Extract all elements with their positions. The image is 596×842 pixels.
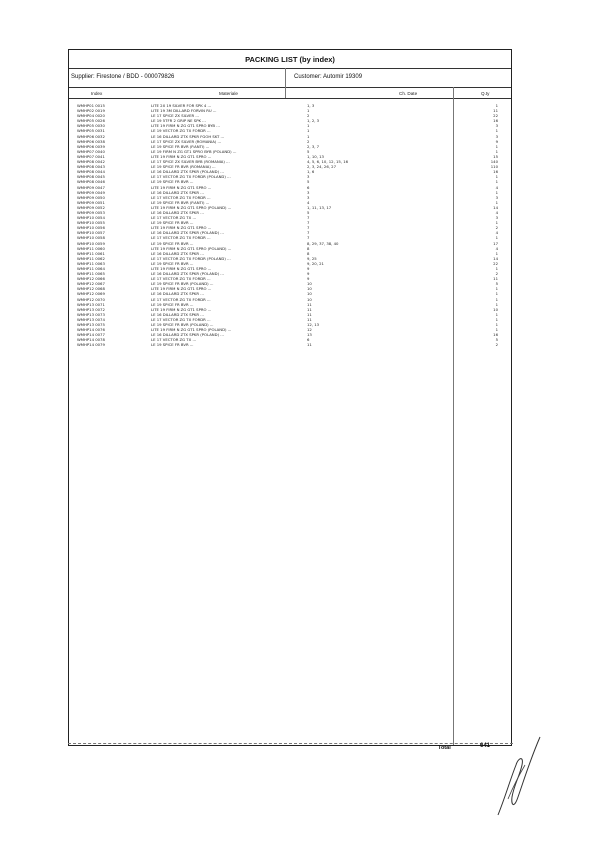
row-ch: 3 bbox=[307, 189, 310, 195]
row-index: WMHP02 0019 bbox=[77, 108, 105, 114]
row-ch: 7 bbox=[307, 230, 310, 236]
row-index: WMHP08 0042 bbox=[77, 159, 105, 165]
row-material: LE 19 5TFR 2 GRIP NE SPK ... bbox=[151, 118, 206, 124]
column-header-ch: Ch. Date bbox=[399, 91, 418, 96]
customer-label: Customer: Automir 19309 bbox=[294, 74, 363, 80]
row-qty: 5 bbox=[495, 281, 498, 287]
row-index: WMHP10 0054 bbox=[77, 215, 105, 221]
row-qty: 1 bbox=[495, 322, 498, 328]
row-index: WMHP10 0057 bbox=[77, 230, 105, 236]
row-material: LE 19 SPICE FR BVR ... bbox=[151, 301, 194, 307]
row-ch: 7 bbox=[307, 235, 310, 241]
row-index: WMHP13 0075 bbox=[77, 322, 105, 328]
total-label: Total bbox=[438, 745, 451, 751]
row-qty: 1 bbox=[495, 296, 498, 302]
row-ch: 11 bbox=[307, 342, 312, 348]
row-qty: 3 bbox=[495, 123, 498, 129]
row-qty: 1 bbox=[495, 316, 498, 322]
row-qty: 1 bbox=[495, 291, 498, 297]
row-material: LE 19 SPICE FR BVR (P.ANTI) ... bbox=[151, 199, 210, 205]
row-qty: 1 bbox=[495, 179, 498, 185]
row-material: LE 19 SPICE FR BVR ... bbox=[151, 260, 194, 266]
row-material: LE 19 SPICE FR BVR (ROMANIA) ... bbox=[151, 164, 216, 170]
row-material: LITE 19 FIRM N ZG GT1 SPRO (POLAND) ... bbox=[151, 327, 232, 333]
row-ch: 10 bbox=[307, 291, 312, 297]
row-qty: 110 bbox=[490, 164, 498, 170]
row-index: WMHP10 0059 bbox=[77, 240, 105, 246]
row-material: LE 16 DILLARD ZTX SPKR FGOH SKT ... bbox=[151, 133, 225, 139]
row-qty: 4 bbox=[495, 230, 498, 236]
row-qty: 3 bbox=[495, 133, 498, 139]
row-material: LE 17 VECTOR ZG TX FORDR ... bbox=[151, 316, 211, 322]
row-material: LE 19 VECTOR ZG TX FORDR ... bbox=[151, 128, 211, 134]
row-index: WMHP11 0065 bbox=[77, 271, 105, 277]
row-ch: 12 bbox=[307, 327, 312, 333]
total-divider bbox=[68, 743, 513, 744]
supplier-label: Supplier: Firestone / BDD - 000079826 bbox=[71, 74, 175, 80]
row-material: LITE 19 FIRM N ZG GT1 SPRO (POLAND) ... bbox=[151, 245, 232, 251]
row-material: LE 19 FIRM N ZG GT1 SPRO BYB (POLAND) ... bbox=[151, 148, 237, 154]
row-index: WMHP14 0076 bbox=[77, 327, 105, 333]
row-material: LE 16 DILLARD ZTX SPKR ... bbox=[151, 189, 204, 195]
row-ch: 10 bbox=[307, 296, 312, 302]
row-ch: 10 bbox=[307, 281, 312, 287]
row-qty: 14 bbox=[493, 204, 498, 210]
row-material: LE 19 SPICE FR BVR ... bbox=[151, 220, 194, 226]
row-index: WMHP14 0077 bbox=[77, 332, 105, 338]
row-qty: 1 bbox=[495, 286, 498, 292]
row-ch: 4 bbox=[307, 199, 310, 205]
column-header-qty: Q.ty bbox=[481, 91, 490, 96]
row-index: WMHP04 0020 bbox=[77, 113, 105, 119]
row-qty: 17 bbox=[493, 240, 498, 246]
row-ch: 13 bbox=[307, 332, 312, 338]
row-material: LITE 19 FIRM N ZG GT1 SPRO ... bbox=[151, 266, 212, 271]
row-index: WMHP09 0047 bbox=[77, 184, 105, 190]
row-material: LE 19 SPICE FR BVR (P.ANTI) ... bbox=[151, 143, 210, 149]
row-ch: 2 bbox=[307, 113, 310, 119]
row-qty: 1 bbox=[495, 327, 498, 333]
row-ch: 2 bbox=[307, 138, 310, 144]
row-qty: 22 bbox=[493, 113, 498, 119]
row-qty: 1 bbox=[495, 143, 498, 149]
row-material: LE 17 VECTOR ZG TX ... bbox=[151, 337, 197, 343]
row-ch: 8, 29, 37, 38, 40 bbox=[307, 240, 339, 246]
row-qty: 140 bbox=[490, 159, 498, 165]
row-ch: 1 bbox=[307, 128, 310, 134]
packing-list-rows bbox=[69, 103, 511, 348]
row-material: LE 19 SPICE FR BVR (POLAND) ... bbox=[151, 281, 214, 287]
row-ch: 9, 20, 21 bbox=[307, 260, 324, 266]
row-ch: 11 bbox=[307, 311, 312, 317]
row-qty: 1 bbox=[495, 148, 498, 154]
row-qty: 16 bbox=[493, 118, 498, 124]
row-ch: 3 bbox=[307, 194, 310, 200]
row-qty: 11 bbox=[493, 108, 498, 114]
row-material: LITE 19 FIRM N ZG GT1 SPRO ... bbox=[151, 306, 212, 312]
row-material: LITE 19 FIRM N ZG GT1 SPRO ... bbox=[151, 286, 212, 292]
total-value: 641 bbox=[480, 743, 491, 749]
row-qty: 1 bbox=[495, 250, 498, 256]
row-material: LE 17 SPICE ZX SILVER (ROMANIA) ... bbox=[151, 138, 222, 144]
row-material: LE 16 DILLARD ZTX SPKR ... bbox=[151, 311, 204, 317]
row-material: LITE 19 FIRM N ZG GT1 SPRO BYB ... bbox=[151, 123, 220, 129]
row-material: LITE 19 3M DILLARD FORVIN RU ... bbox=[151, 108, 217, 114]
row-material: LE 17 SPICE ZX SILVER ... bbox=[151, 113, 199, 119]
row-ch: 8 bbox=[307, 245, 310, 251]
row-qty: 1 bbox=[495, 235, 498, 241]
row-material: LE 16 DILLARD ZTX SPKR ... bbox=[151, 209, 204, 215]
row-material: LITE 19 FIRM N ZG GT1 SPRO ... bbox=[151, 153, 212, 159]
row-index: WMHP13 0071 bbox=[77, 301, 105, 307]
row-ch: 1, 11, 13, 17 bbox=[307, 204, 332, 210]
row-ch: 9 bbox=[307, 271, 310, 277]
row-qty: 4 bbox=[495, 245, 498, 251]
row-material: LE 17 VECTOR ZG TX FORDR ... bbox=[151, 296, 211, 302]
row-index: WMHP14 0078 bbox=[77, 337, 105, 343]
column-header-material: Materiale bbox=[219, 91, 238, 96]
row-index: WMHP12 0068 bbox=[77, 286, 105, 292]
row-qty: 1 bbox=[495, 103, 498, 108]
row-ch: 8 bbox=[307, 250, 310, 256]
row-material: LE 16 DILLARD ZTX SPKR ... bbox=[151, 250, 204, 256]
row-index: WMHP01 0015 bbox=[77, 103, 105, 108]
row-material: LE 16 DILLARD ZTX SPKR (POLAND) ... bbox=[151, 271, 224, 277]
row-index: WMHP06 0039 bbox=[77, 143, 105, 149]
row-qty: 4 bbox=[495, 209, 498, 215]
row-index: WMHP05 0030 bbox=[77, 123, 105, 129]
row-index: WMHP08 0046 bbox=[77, 179, 105, 185]
row-index: WMHP08 0043 bbox=[77, 164, 105, 170]
row-ch: 9 bbox=[307, 266, 310, 271]
row-material: LE 17 SPICE ZX SILVER BYB (ROMANIA) ... bbox=[151, 159, 230, 165]
row-ch: 9 bbox=[307, 276, 310, 282]
row-ch: 12, 13 bbox=[307, 322, 320, 328]
row-ch: 1 bbox=[307, 133, 310, 139]
row-material: LE 17 VECTOR ZG TX FORDR ... bbox=[151, 235, 211, 241]
row-qty: 22 bbox=[493, 260, 498, 266]
row-material: LE 19 SPICE FR BVR ... bbox=[151, 342, 194, 348]
row-index: WMHP10 0055 bbox=[77, 220, 105, 226]
row-index: WMHP12 0066 bbox=[77, 276, 105, 282]
row-ch: 1, 6 bbox=[307, 169, 315, 175]
row-material: LE 17 VECTOR ZG TX ... bbox=[151, 215, 197, 221]
row-qty: 15 bbox=[493, 153, 498, 159]
row-index: WMHP06 0032 bbox=[77, 133, 105, 139]
document-title: PACKING LIST (by index) bbox=[245, 55, 335, 64]
row-qty: 1 bbox=[495, 199, 498, 205]
row-qty: 5 bbox=[495, 337, 498, 343]
row-index: WMHP12 0067 bbox=[77, 281, 105, 287]
packing-list-frame bbox=[68, 49, 512, 746]
row-ch: 7 bbox=[307, 215, 310, 221]
row-index: WMHP09 0051 bbox=[77, 199, 105, 205]
row-ch: 5 bbox=[307, 179, 310, 185]
row-ch: 2, 3, 7 bbox=[307, 143, 320, 149]
row-ch: 5 bbox=[307, 148, 310, 154]
supplier-customer-divider bbox=[285, 68, 286, 98]
row-ch: 6 bbox=[307, 184, 310, 190]
row-qty: 1 bbox=[495, 266, 498, 271]
row-index: WMHP13 0072 bbox=[77, 306, 105, 312]
row-index: WMHP09 0050 bbox=[77, 194, 105, 200]
row-material: LE 19 SPICE FR BVR (POLAND) ... bbox=[151, 322, 214, 328]
row-index: WMHP11 0063 bbox=[77, 260, 105, 266]
row-material: LE 16 DILLARD ZTX SPKR (POLAND) ... bbox=[151, 169, 224, 175]
row-material: LITE 19 FIRM N ZG GT1 SPRO ... bbox=[151, 184, 212, 190]
row-index: WMHP05 0026 bbox=[77, 118, 105, 124]
header-divider bbox=[69, 87, 511, 88]
row-index: WMHP07 0041 bbox=[77, 153, 105, 159]
row-qty: 14 bbox=[493, 255, 498, 261]
row-index: WMHP06 0038 bbox=[77, 138, 105, 144]
row-ch: 2, 3, 24, 26, 27 bbox=[307, 164, 336, 170]
row-ch: 9, 25 bbox=[307, 255, 317, 261]
row-index: WMHP12 0070 bbox=[77, 296, 105, 302]
row-ch: 1, 3 bbox=[307, 103, 315, 108]
row-index: WMHP09 0052 bbox=[77, 204, 105, 210]
row-material: LE 17 VECTOR ZG TX FORDR ... bbox=[151, 276, 211, 282]
row-qty: 3 bbox=[495, 215, 498, 221]
row-material: LE 16 DILLARD ZTX SPKR (POLAND) ... bbox=[151, 230, 224, 236]
row-index: WMHP09 0049 bbox=[77, 189, 105, 195]
row-ch: 5 bbox=[307, 209, 310, 215]
row-index: WMHP11 0064 bbox=[77, 266, 105, 271]
row-qty: 4 bbox=[495, 184, 498, 190]
row-material: LE 16 DILLARD ZTX SPKR ... bbox=[151, 291, 204, 297]
row-index: WMHP08 0044 bbox=[77, 169, 105, 175]
row-ch: 1, 2, 3 bbox=[307, 118, 320, 124]
row-ch: 1 bbox=[307, 123, 310, 129]
row-index: WMHP14 0079 bbox=[77, 342, 105, 348]
row-qty: 16 bbox=[493, 169, 498, 175]
row-index: WMHP12 0069 bbox=[77, 291, 105, 297]
row-material: LITE 2X 19 SILVER FOR SPK 4 ... bbox=[151, 103, 212, 108]
row-index: WMHP13 0074 bbox=[77, 316, 105, 322]
column-header-divider bbox=[69, 98, 511, 99]
row-material: LE 19 SPICE FR BVR ... bbox=[151, 240, 194, 246]
row-qty: 1 bbox=[495, 174, 498, 180]
row-index: WMHP05 0031 bbox=[77, 128, 105, 134]
row-ch: 11 bbox=[307, 301, 312, 307]
row-ch: 7 bbox=[307, 225, 310, 231]
row-ch: 10 bbox=[307, 286, 312, 292]
row-qty: 1 bbox=[495, 311, 498, 317]
signature bbox=[478, 725, 548, 825]
row-qty: 2 bbox=[495, 342, 498, 348]
row-qty: 1 bbox=[495, 189, 498, 195]
row-material: LE 16 DILLARD ZTX SPKR (POLAND) ... bbox=[151, 332, 224, 338]
row-ch: 7 bbox=[307, 220, 310, 226]
row-qty: 2 bbox=[495, 225, 498, 231]
row-material: LE 17 VECTOR ZG TX FORDR (POLAND) ... bbox=[151, 174, 231, 180]
row-qty: 3 bbox=[495, 194, 498, 200]
row-ch: 11 bbox=[307, 316, 312, 322]
row-qty: 1 bbox=[495, 220, 498, 226]
row-material: LE 17 VECTOR ZG TX FORDR (POLAND) ... bbox=[151, 255, 231, 261]
row-index: WMHP07 0040 bbox=[77, 148, 105, 154]
row-material: LE 19 SPICE FR BVR ... bbox=[151, 179, 194, 185]
row-index: WMHP10 0056 bbox=[77, 225, 105, 231]
row-index: WMHP09 0053 bbox=[77, 209, 105, 215]
row-index: WMHP11 0060 bbox=[77, 245, 105, 251]
row-index: WMHP13 0073 bbox=[77, 311, 105, 317]
row-ch: 4, 5, 6, 10, 12, 15, 16 bbox=[307, 159, 349, 165]
row-qty: 1 bbox=[495, 301, 498, 307]
row-index: WMHP11 0062 bbox=[77, 255, 105, 261]
row-qty: 16 bbox=[493, 332, 498, 338]
row-index: WMHP08 0045 bbox=[77, 174, 105, 180]
row-qty: 1 bbox=[495, 128, 498, 134]
table-row bbox=[69, 342, 511, 347]
row-material: LITE 19 FIRM N ZG GT1 SPRO ... bbox=[151, 225, 212, 231]
column-header-index: Index bbox=[91, 91, 103, 96]
row-index: WMHP10 0058 bbox=[77, 235, 105, 241]
row-material: LE 17 VECTOR ZG TX FORDR ... bbox=[151, 194, 211, 200]
row-ch: 11 bbox=[307, 306, 312, 312]
row-qty: 2 bbox=[495, 271, 498, 277]
row-qty: 11 bbox=[493, 276, 498, 282]
row-ch: 3 bbox=[307, 174, 310, 180]
row-ch: 6 bbox=[307, 337, 310, 343]
row-qty: 9 bbox=[495, 138, 498, 144]
row-qty: 10 bbox=[493, 306, 498, 312]
row-ch: 1, 10, 13 bbox=[307, 153, 324, 159]
row-material: LITE 19 FIRM N ZG GT1 SPRO (POLAND) ... bbox=[151, 204, 232, 210]
row-ch: 1 bbox=[307, 108, 310, 114]
title-divider bbox=[69, 68, 511, 69]
row-index: WMHP11 0061 bbox=[77, 250, 105, 256]
